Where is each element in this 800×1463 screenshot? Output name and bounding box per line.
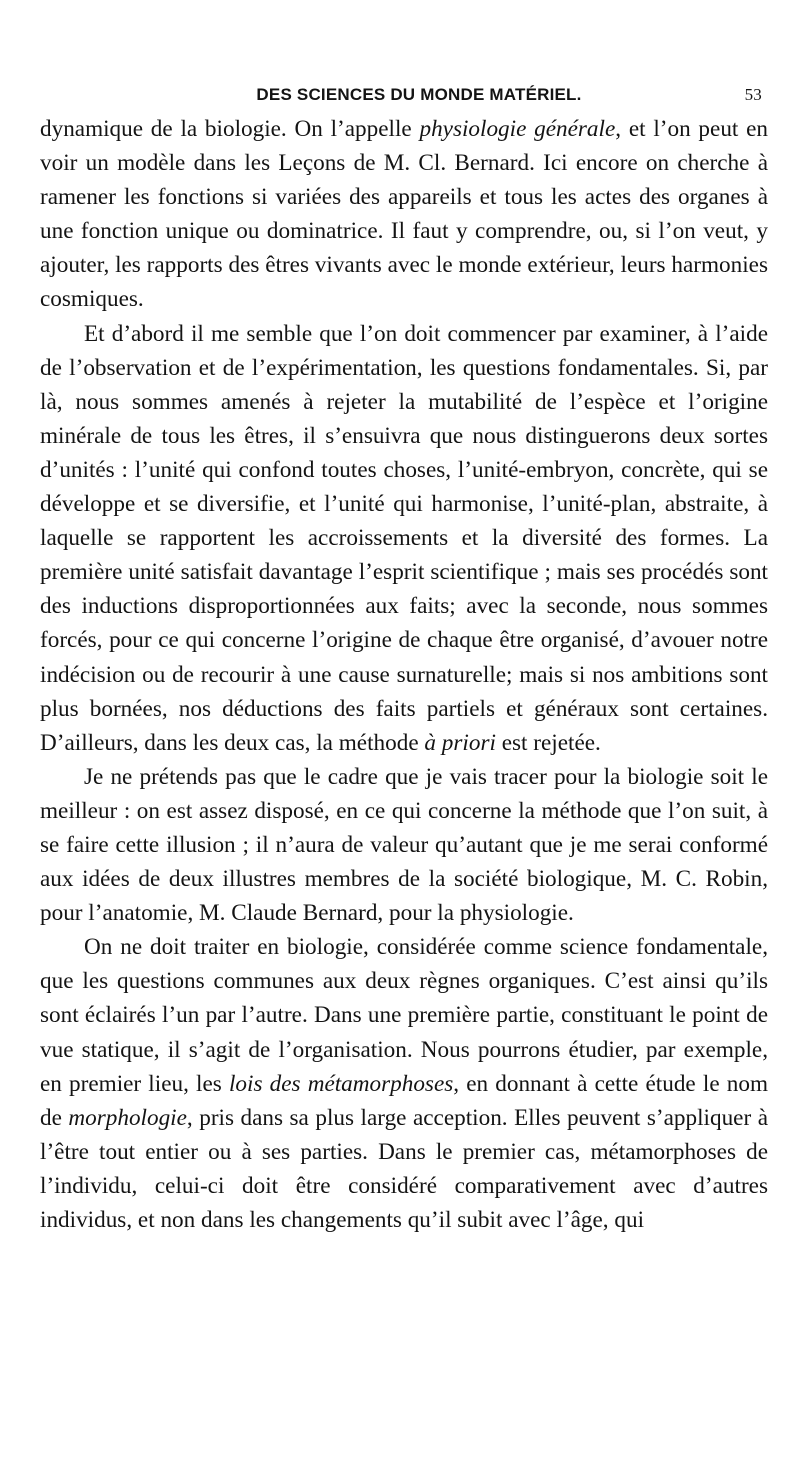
running-title: DES SCIENCES DU MONDE MATÉRIEL. [256,85,582,104]
paragraph-3 [40,760,768,930]
book-page [40,80,768,1237]
text-run: dynamique de la biologie. On l’appelle [40,116,420,142]
page-number: 53 [744,85,762,104]
italic-run: morphologie [68,1104,187,1131]
italic-run: lois des métamorphoses [228,1070,454,1097]
text-run: Je ne prétends pas que le cadre que je vais tracer pour la biologie soit le meilleur : on est assez disposé, en ce qui concerne la méthode que l’on suit, à se faire cette illusion ; il n’aura de valeur qu’autant que je me serai conformé aux idées de deux illustres membres de la société biologique, M. C. Robin, pour l’anatomie, M. Claude Bernard, pour la physiologie. [40,763,768,927]
paragraph-1 [40,112,768,317]
text-run: , et l’on peut en voir un modèle dans les Leçons de M. Cl. Bernard. Ici encore on cherche à ramener les fonctions si variées des appareils et tous les actes des organes à une fonction unique ou dominatrice. Il faut y comprendre, ou, si l’on veut, y ajouter, les rapports des êtres vivants avec le monde extérieur, leurs harmonies cosmiques. [40,116,769,313]
text-run: , pris dans sa plus large acception. Elles peuvent s’appliquer à l’être tout entier ou à ses parties. Dans le premier cas, métamorphoses de l’individu, celui-ci doit être considéré comparativement avec d’autres individus, et non dans les changements qu’il subit avec l’âge, qui [40,1104,769,1233]
running-head [40,80,768,110]
body-text [40,112,768,1237]
italic-run: à priori [424,729,496,756]
paragraph-2 [40,317,768,760]
italic-run: physiologie générale [419,116,616,142]
text-run: On ne doit traiter en biologie, considérée comme science fondamentale, que les questions communes aux deux règnes organiques. C’est ainsi qu’ils sont éclairés l’un par l’autre. Dans une première partie, constituant le point de vue statique, il s’agit de l’organisation. Nous pourrons étudier, par exemple, en premier lieu, les [40,934,768,1097]
text-run: Et d’abord il me semble que l’on doit commencer par examiner, à l’aide de l’observation et de l’expérimentation, les questions fondamentales. Si, par là, nous sommes amenés à rejeter la mutabilité de l’espèce et l’origine minérale de tous les êtres, il s’ensuivra que nous distinguerons deux sortes d’unités : l’unité qui confond toutes choses, l’unité-embryon, concrète, qui se développe et se diversifie, et l’unité qui harmonise, l’unité-plan, abstraite, à laquelle se rapportent les accroissements et la diversité des formes. La première unité satisfait davantage l’esprit scientifique ; mais ses procédés sont des inductions disproportionnées aux faits; avec la seconde, nous sommes forcés, pour ce qui concerne l’origine de chaque être organisé, d’avouer notre indécision ou de recourir à une cause surnaturelle; mais si nos ambitions sont plus bornées, nos déductions des faits partiels et généraux sont certaines. D’ailleurs, dans les deux cas, la méthode [40,320,768,756]
paragraph-4 [40,930,768,1237]
text-run: est rejetée. [495,729,601,756]
text-run: , en donnant à cette étude le nom de [40,1070,769,1131]
